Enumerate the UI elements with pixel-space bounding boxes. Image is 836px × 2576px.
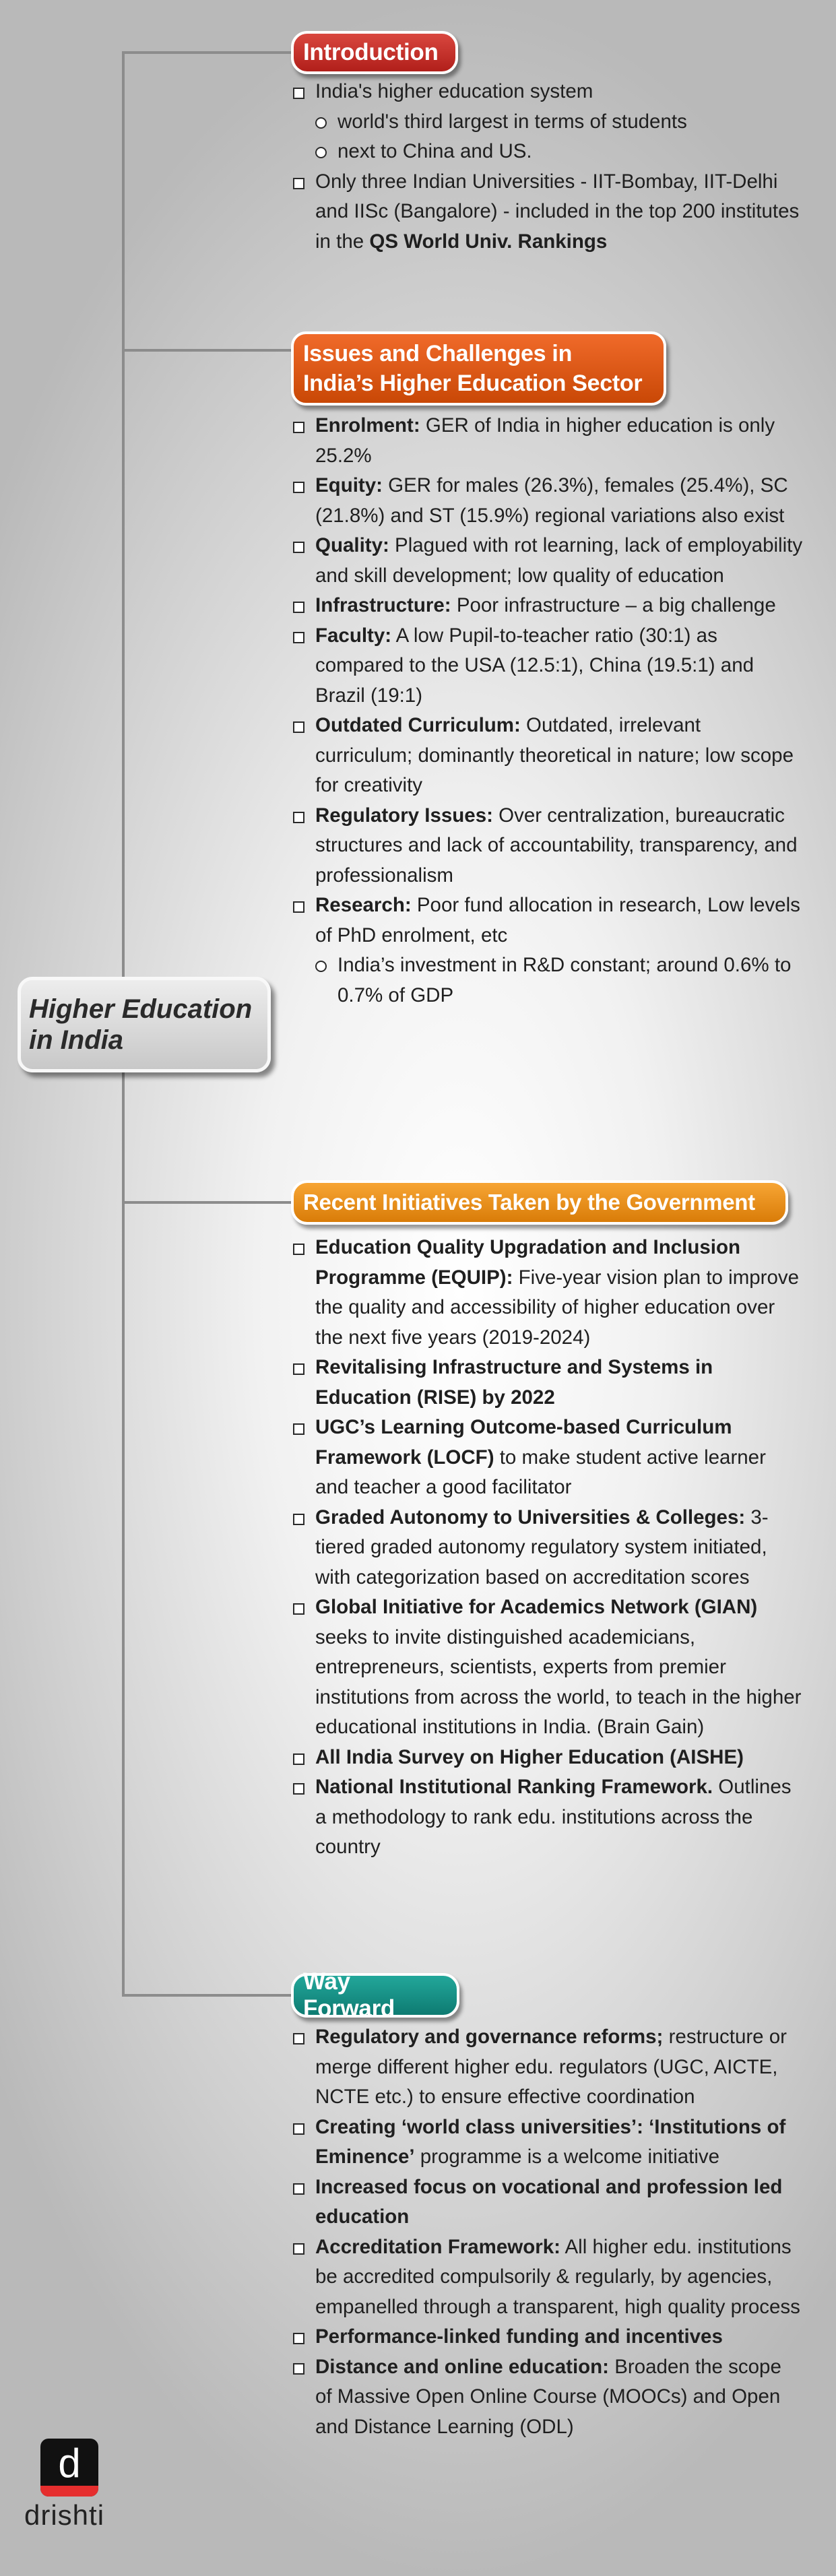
- logo-text: drishti: [24, 2499, 105, 2531]
- list-item: [291, 411, 803, 471]
- item-text: programme is a welcome initiative: [414, 2146, 720, 2168]
- item-text: GER of India in higher education is only 25.2%: [315, 414, 775, 467]
- list-item: [291, 1353, 803, 1413]
- item-text: All higher edu. institutions be accredited compulsorily & regularly, by agencies, empanelled through a transparent, high quality process: [315, 2235, 800, 2318]
- root-label: Higher Education in India: [29, 994, 253, 1055]
- item-bold-text: UGC’s Learning Outcome-based Curriculum Framework (LOCF): [315, 1416, 732, 1469]
- item-text: 3-tiered graded autonomy regulatory system initiated, with categorization based on accreditation scores: [315, 1506, 769, 1588]
- list-item: [291, 591, 803, 621]
- list-item: [291, 531, 803, 591]
- list-item: [291, 1743, 803, 1773]
- item-text: next to China and US.: [337, 140, 532, 162]
- list-item: [291, 891, 803, 951]
- list-item: [291, 167, 803, 257]
- list-item: [291, 1772, 803, 1863]
- item-bold-text: Distance and online education:: [315, 2355, 610, 2378]
- item-bold-text: Graded Autonomy to Universities & Colleges:: [315, 1506, 746, 1528]
- item-bold-text: Enrolment:: [315, 414, 420, 437]
- item-text: Poor infrastructure – a big challenge: [451, 594, 776, 616]
- list-item: [291, 77, 803, 107]
- list-item: [291, 2113, 803, 2172]
- item-bold-text: Revitalising Infrastructure and Systems in Education (RISE) by 2022: [315, 1356, 713, 1409]
- list-item: [291, 2022, 803, 2113]
- item-text: restructure or merge different higher edu. regulators (UGC, AICTE, NCTE etc.) to ensure effective coordination: [315, 2026, 787, 2108]
- list-item: [291, 1592, 803, 1743]
- branch-initiatives: [122, 1201, 292, 1204]
- item-bold-text: Outdated Curriculum:: [315, 714, 521, 736]
- issues-header: Issues and Challenges in India’s Higher Education Sector: [291, 331, 666, 406]
- list-item: [291, 1413, 803, 1503]
- list-item: [291, 2172, 803, 2232]
- list-item: [291, 711, 803, 801]
- root-node: [18, 977, 271, 1072]
- sub-list-item: [291, 951, 803, 1010]
- sub-list-item: [291, 107, 803, 137]
- item-bold-text: National Institutional Ranking Framework.: [315, 1776, 713, 1798]
- item-text: India's higher education system: [315, 80, 593, 102]
- item-text: Plagued with rot learning, lack of employability and skill development; low quality of education: [315, 534, 803, 587]
- item-text: Five-year vision plan to improve the quality and accessibility of higher education over the next five years (2019-2024): [315, 1266, 800, 1349]
- item-text: A low Pupil-to-teacher ratio (30:1) as compared to the USA (12.5:1), China (19.5:1) and Brazil (19:1): [315, 624, 754, 707]
- item-text: seeks to invite distinguished academicians, entrepreneurs, scientists, experts from premier institutions from across the world, to teach in the higher educational institutions in India. (Brain Gain): [315, 1625, 802, 1738]
- item-bold-text: Accreditation Framework:: [315, 2235, 560, 2258]
- item-bold-text: Education Quality Upgradation and Inclusion Programme (EQUIP):: [315, 1236, 741, 1289]
- branch-way-forward: [122, 1994, 292, 1997]
- item-bold-text: Creating ‘world class universities’: ‘Institutions of Eminence’: [315, 2115, 786, 2168]
- list-item: [291, 471, 803, 531]
- item-bold-text: Equity:: [315, 474, 383, 496]
- item-text: to make student active learner and teacher a good facilitator: [315, 1446, 766, 1498]
- logo-letter: d: [58, 2441, 81, 2486]
- item-text: Outdated, irrelevant curriculum; dominantly theoretical in nature; low scope for creativity: [315, 714, 794, 796]
- item-bold-text: Quality:: [315, 534, 389, 556]
- list-item: [291, 1233, 803, 1353]
- item-bold-text: Increased focus on vocational and profession led education: [315, 2175, 783, 2228]
- list-item: [291, 621, 803, 711]
- logo-mark-icon: [40, 2439, 98, 2497]
- way-forward-list: [291, 2022, 803, 2442]
- initiatives-header: Recent Initiatives Taken by the Government: [291, 1180, 788, 1225]
- item-text: Poor fund allocation in research, Low levels of PhD enrolment, etc: [315, 894, 800, 946]
- item-bold-text: Faculty:: [315, 624, 392, 647]
- list-item: [291, 1503, 803, 1593]
- item-bold-tail: QS World Univ. Rankings: [369, 230, 608, 253]
- list-item: [291, 2232, 803, 2323]
- item-text: Over centralization, bureaucratic structures and lack of accountability, transparency, and professionalism: [315, 804, 798, 887]
- item-bold-text: All India Survey on Higher Education (AISHE): [315, 1745, 744, 1768]
- branch-introduction: [122, 51, 292, 54]
- list-item: [291, 801, 803, 891]
- list-item: [291, 2322, 803, 2352]
- item-bold-text: Infrastructure:: [315, 594, 451, 616]
- issues-list: [291, 411, 803, 1010]
- item-text: Only three Indian Universities - IIT-Bombay, IIT-Delhi and IISc (Bangalore) - included in the top 200 institutes in the: [315, 170, 800, 253]
- drishti-logo: [24, 2439, 105, 2532]
- introduction-list: [291, 77, 803, 257]
- sub-list-item: [291, 137, 803, 167]
- item-text: GER for males (26.3%), females (25.4%), SC (21.8%) and ST (15.9%) regional variations also exist: [315, 474, 788, 527]
- introduction-header: Introduction: [291, 31, 458, 74]
- item-bold-text: Global Initiative for Academics Network (GIAN): [315, 1596, 758, 1618]
- item-bold-text: Regulatory Issues:: [315, 804, 493, 827]
- item-bold-text: Research:: [315, 894, 412, 916]
- way-forward-header: Way Forward: [291, 1973, 459, 2018]
- list-item: [291, 2352, 803, 2443]
- item-text: India’s investment in R&D constant; around 0.6% to 0.7% of GDP: [337, 954, 792, 1006]
- item-text: Broaden the scope of Massive Open Online Course (MOOCs) and Open and Distance Learning (ODL): [315, 2355, 781, 2438]
- initiatives-list: [291, 1233, 803, 1863]
- item-bold-text: Regulatory and governance reforms;: [315, 2026, 664, 2048]
- item-bold-text: Performance-linked funding and incentives: [315, 2325, 723, 2348]
- item-text: world's third largest in terms of students: [337, 110, 687, 133]
- branch-issues: [122, 349, 292, 352]
- item-text: Outlines a methodology to rank edu. institutions across the country: [315, 1776, 792, 1858]
